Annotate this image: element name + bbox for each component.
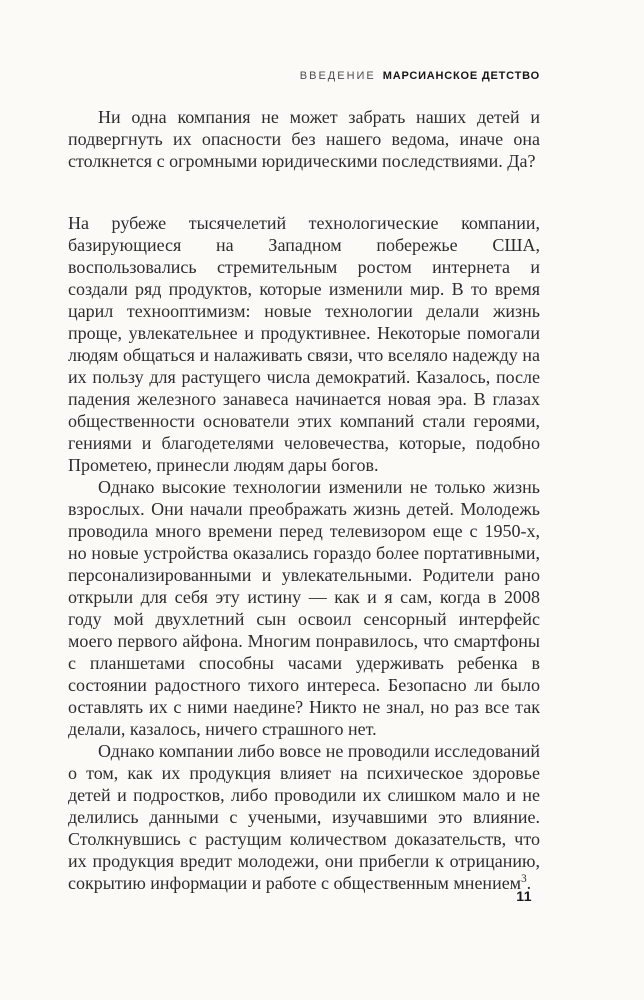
page-number: 11 (516, 888, 532, 904)
running-header (68, 70, 540, 83)
footnote-reference: 3 (521, 873, 527, 885)
paragraph: Однако высокие технологии изменили не только жизнь взрослых. Они начали преображать жизнь детей. Молодежь проводила много времени перед телевизором еще с 1950-х, но новые устройства оказались гораздо более портативными, персонализированными и увлекательными. Родители рано открыли для себя эту истину — как и я сам, когда в 2008 году мой двухлетний сын освоил сенсорный интерфейс моего первого айфона. Многим понравилось, что смартфоны с планшетами способны часами удерживать ребенка в состоянии радостного тихого интереса. Безопасно ли было оставлять их с ними наедине? Никто не знал, но раз все так делали, казалось, ничего страшного нет. (68, 477, 540, 739)
sentence-period: . (526, 873, 532, 893)
running-header-section: ВВЕДЕНИЕ (299, 70, 376, 82)
quote-paragraph: Ни одна компания не может забрать наших детей и подвергнуть их опасности без нашего ведома, иначе она столкнется с огромными юридическими последствиями. Да? (68, 107, 540, 171)
paragraph: На рубеже тысячелетий технологические компании, базирующиеся на Западном побережье США, воспользовались стремительным ростом интернета и создали ряд продуктов, которые изменили мир. В то время царил технооптимизм: новые технологии делали жизнь проще, увлекательнее и продуктивнее. Некоторые помогали людям общаться и налаживать связи, что вселяло надежду на их пользу для растущего числа демократий. Казалось, после падения железного занавеса начинается новая эра. В глазах общественности основатели этих компаний стали героями, гениями и благодетелями человечества, которые, подобно Прометею, принесли людям дары богов. (68, 213, 540, 475)
paragraph-with-footnote (68, 740, 540, 894)
text-column (68, 106, 540, 894)
running-header-chapter: МАРСИАНСКОЕ ДЕТСТВО (382, 70, 540, 82)
paragraph-text: Однако компании либо вовсе не проводили исследований о том, как их продукция влияет на психическое здоровье детей и подростков, либо проводили их слишком мало и не делились данными с учеными, изучавшими это влияние. Столкнувшись с растущим количеством доказательств, что их продукция вредит молодежи, они прибегли к отрицанию, сокрытию информации и работе с общественным мнением (68, 741, 540, 893)
section-break (68, 172, 540, 212)
